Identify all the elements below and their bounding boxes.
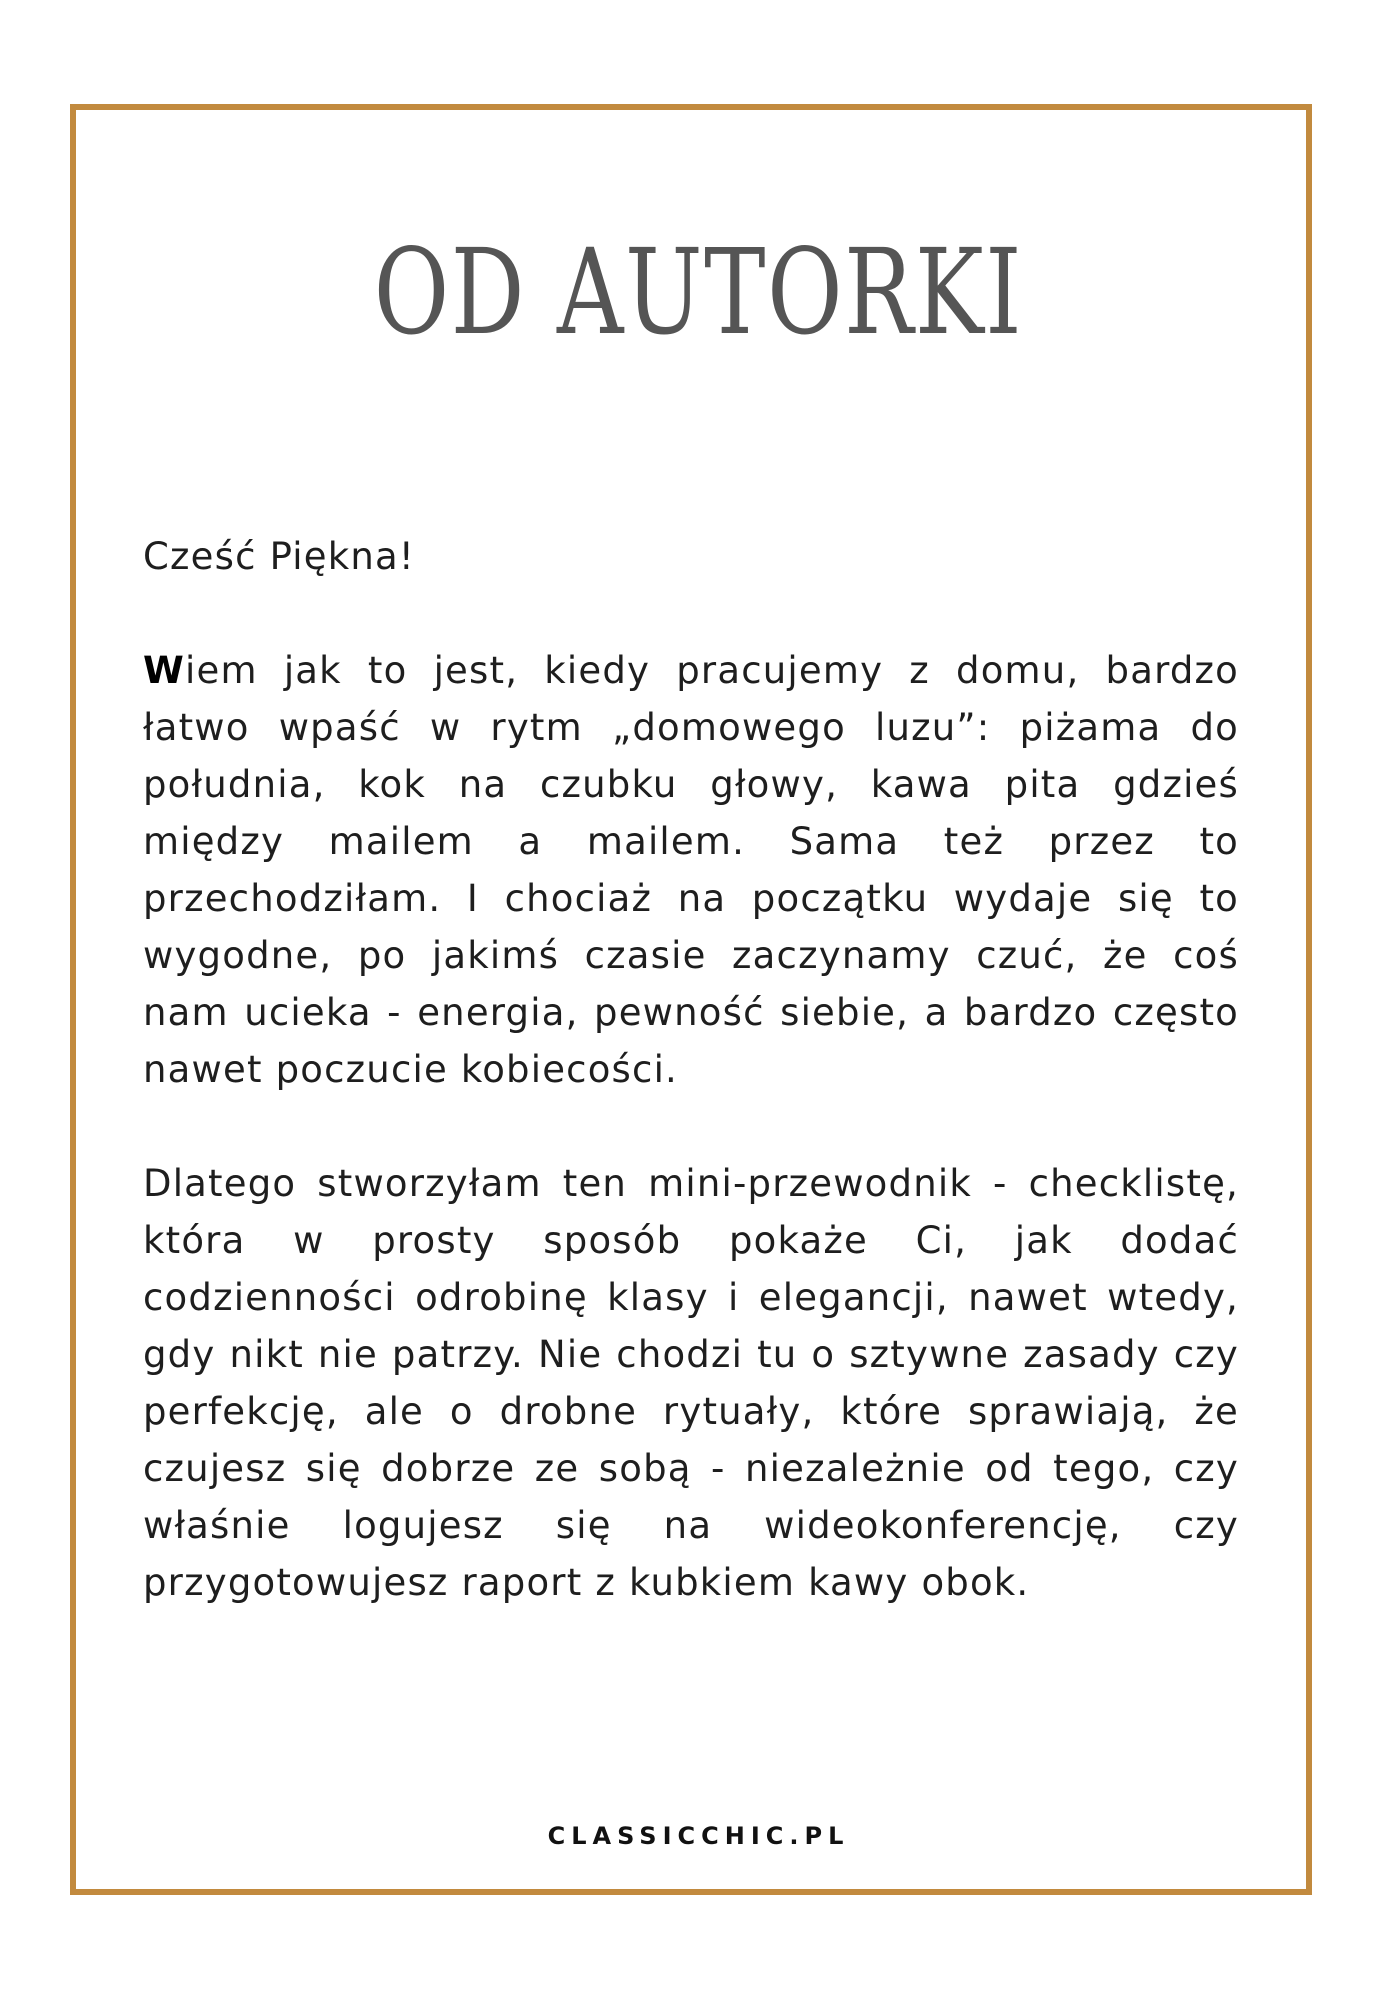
website-footer: CLASSICCHIC.PL: [547, 1822, 850, 1850]
paragraph-2: Dlatego stworzyłam ten mini-przewodnik - checklistę, która w prosty sposób pokaże Ci, jak dodać codzienności odrobinę klasy i elegancji, nawet wtedy, gdy nikt nie patrzy. Nie chodzi tu o sztywne zasady czy perfekcję, ale o drobne rytuały, które sprawiają, że czujesz się dobrze ze sobą - niezależnie od tego, czy właśnie logujesz się na wideokonferencję, czy przygotowujesz raport z kubkiem kawy obok.: [143, 1162, 1239, 1604]
paragraph-1-text: iem jak to jest, kiedy pracujemy z domu, bardzo łatwo wpaść w rytm „domowego luzu”: piżama do południa, kok na czubku głowy, kawa pita gdzieś między mailem a mailem. Sama też przez to przechodziłam. I chociaż na początku wydaje się to wygodne, po jakimś czasie zaczynamy czuć, że coś nam ucieka - energia, pewność siebie, a bardzo często nawet poczucie kobiecości.: [143, 649, 1239, 1091]
paragraph-1: [143, 642, 1239, 1098]
greeting: Cześć Piękna!: [143, 535, 415, 578]
letter-body: [143, 528, 1239, 1668]
paragraph-1-initial: W: [143, 649, 186, 692]
page-title: OD AUTORKI: [373, 223, 1024, 361]
